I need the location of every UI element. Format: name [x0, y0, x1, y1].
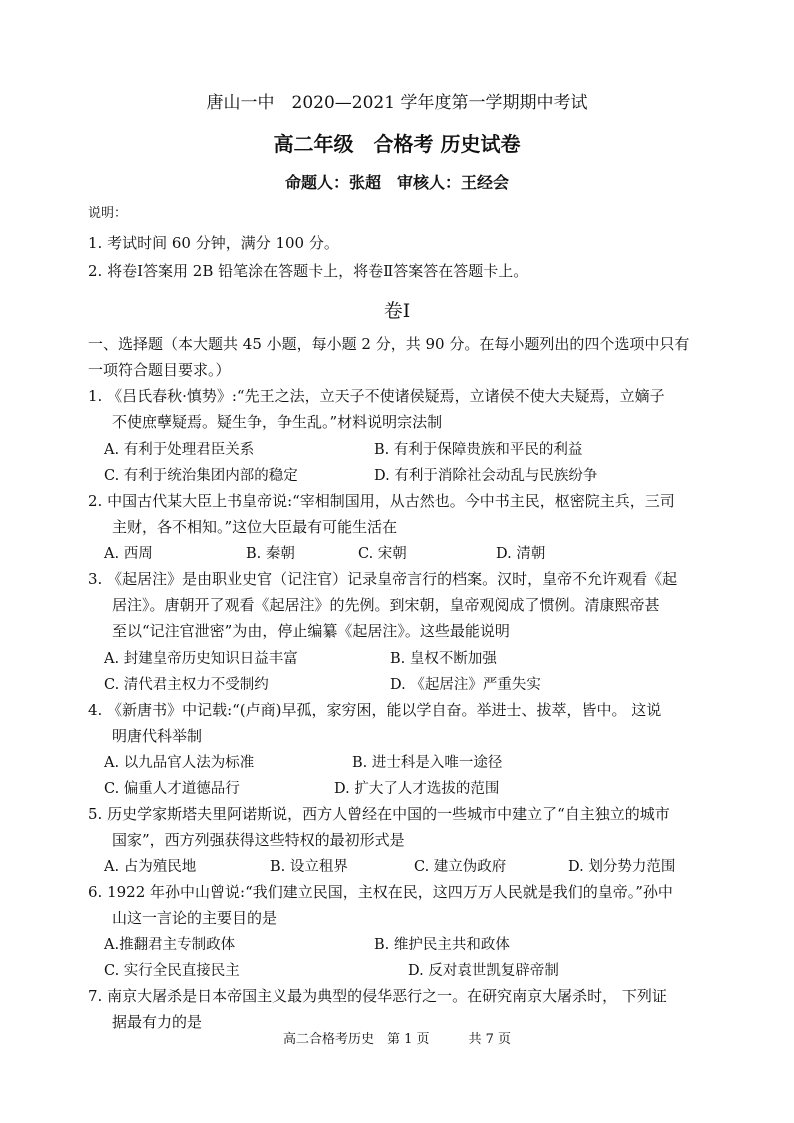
option-c: C. 清代君主权力不受制约 — [104, 677, 269, 693]
option-c: C. 建立伪政府 — [414, 859, 507, 875]
question-line: 国家”，西方列强获得这些特权的最初形式是 — [112, 831, 405, 849]
option-a: A. 占为殖民地 — [104, 859, 197, 875]
option-d: D. 划分势力范围 — [568, 859, 676, 875]
option-c: C. 有利于统治集团内部的稳定 — [104, 468, 298, 484]
option-c: C. 实行全民直接民主 — [104, 963, 240, 979]
note-item: 1. 考试时间 60 分钟，满分 100 分。 — [88, 234, 339, 252]
option-b: B. 设立租界 — [270, 859, 348, 875]
question-line: 据最有力的是 — [112, 1013, 203, 1031]
exam-title: 唐山一中 2020—2021 学年度第一学期期中考试 — [206, 93, 588, 113]
exam-authors: 命题人：张超 审核人：王经会 — [284, 173, 509, 192]
question-line: 主财，各不相知。”这位大臣最有可能生活在 — [112, 518, 398, 536]
question-line: 5. 历史学家斯塔夫里阿诺斯说，西方人曾经在中国的一些城市中建立了“自主独立的城市 — [88, 805, 670, 823]
question-line: 6. 1922 年孙中山曾说:“我们建立民国，主权在民，这四万万人民就是我们的皇帝。”孙中 — [88, 883, 673, 901]
question-line: 不使庶孽疑焉。疑生争，争生乱。”材料说明宗法制 — [112, 413, 443, 431]
question-line: 居注》。唐朝开了观看《起居注》的先例。到宋朝，皇帝观阅成了惯例。清康熙帝甚 — [112, 596, 660, 614]
question-line: 3. 《起居注》是由职业史官（记注官）记录皇帝言行的档案。汉时，皇帝不允许观看《起 — [88, 570, 678, 588]
question-line: 1. 《吕氏春秋·慎势》:“先王之法，立天子不使诸侯疑焉，立诸侯不使大夫疑焉，立嫡子 — [88, 387, 665, 405]
exam-subtitle: 高二年级 合格考 历史试卷 — [273, 132, 521, 156]
option-c: C. 宋朝 — [358, 546, 407, 562]
option-a: A. 以九品官人法为标准 — [104, 755, 255, 771]
option-d: D. 清朝 — [496, 546, 546, 562]
option-a: A. 有利于处理君臣关系 — [104, 442, 255, 458]
option-a: A.推翻君主专制政体 — [104, 937, 236, 953]
page-footer: 高二合格考历史 第 1 页 共 7 页 — [282, 1032, 512, 1047]
option-c: C. 偏重人才道德品行 — [104, 781, 240, 797]
question-line: 2. 中国古代某大臣上书皇帝说:“宰相制国用，从古然也。今中书主民，枢密院主兵，三司 — [88, 492, 675, 510]
section-intro-line: 一、选择题（本大题共 45 小题，每小题 2 分，共 90 分。在每小题列出的四个选项中只有 — [88, 335, 690, 353]
question-line: 7. 南京大屠杀是日本帝国主义最为典型的侵华恶行之一。在研究南京大屠杀时， 下列证 — [88, 987, 667, 1005]
question-line: 明唐代科举制 — [112, 727, 203, 745]
option-d: D. 有利于消除社会动乱与民族纷争 — [374, 468, 598, 484]
option-a: A. 封建皇帝历史知识日益丰富 — [104, 651, 298, 667]
option-b: B. 皇权不断加强 — [390, 651, 497, 667]
note-item: 2. 将卷Ⅰ答案用 2B 铅笔涂在答题卡上，将卷Ⅱ答案答在答题卡上。 — [88, 262, 529, 280]
question-line: 至以“记注官泄密”为由，停止编纂《起居注》。这些最能说明 — [112, 622, 510, 640]
option-d: D. 扩大了人才选拔的范围 — [334, 781, 500, 797]
question-line: 山这一言论的主要目的是 — [112, 909, 278, 927]
option-a: A. 西周 — [104, 546, 153, 562]
option-b: B. 有利于保障贵族和平民的利益 — [374, 442, 583, 458]
question-line: 4. 《新唐书》中记载:“(卢商)早孤，家穷困，能以学自奋。举进士、拔萃，皆中。 这说 — [88, 701, 662, 719]
option-b: B. 秦朝 — [246, 546, 295, 562]
option-b: B. 维护民主共和政体 — [374, 937, 510, 953]
option-d: D. 《起居注》严重失实 — [390, 677, 541, 693]
option-d: D. 反对袁世凯复辟帝制 — [408, 963, 559, 979]
option-b: B. 进士科是入唯一途径 — [352, 755, 503, 771]
section-title: 卷Ⅰ — [383, 300, 411, 322]
section-intro-line: 一项符合题目要求。） — [88, 361, 231, 379]
notes-label: 说明： — [88, 206, 128, 221]
